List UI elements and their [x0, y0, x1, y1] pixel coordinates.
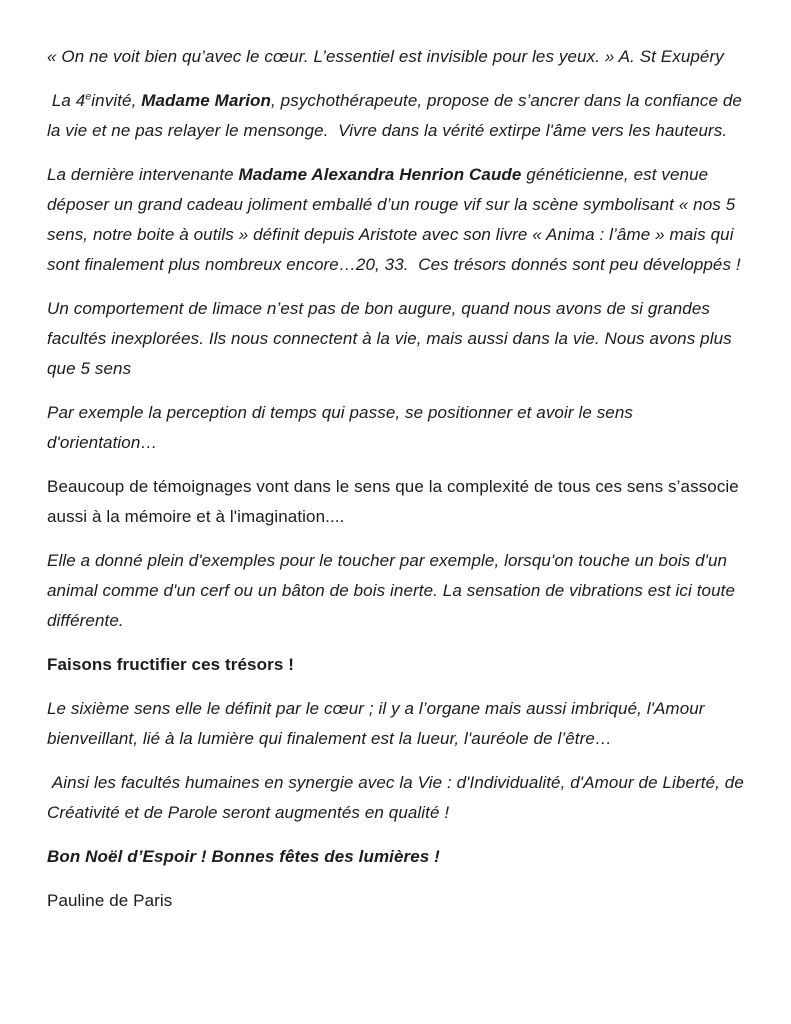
bold-text-run: Madame Alexandra Henrion Caude [238, 165, 522, 184]
text-run: « On ne voit bien qu’avec le cœur. L’essentiel est invisible pour les yeux. » A. St Exupéry [47, 47, 724, 66]
text-run: Par exemple la perception di temps qui passe, se positionner et avoir le sens d'orientation… [47, 403, 638, 452]
text-run: généticienne, est venue déposer un grand cadeau joliment emballé d’un rouge vif sur la scène symbolisant « nos 5 sens, notre boite à outils » définit depuis Aristote avec son livre « Anima : l’âme » mais qui sont finalement plus nombreux encore…20, 33. Ces trésors donnés sont peu développés ! [47, 165, 741, 274]
text-run: e [85, 90, 92, 103]
document-body [47, 42, 749, 916]
text-run: La 4 [47, 91, 86, 110]
paragraph [47, 42, 745, 72]
text-run: Un comportement de limace n’est pas de bon augure, quand nous avons de si grandes facultés inexplorées. Ils nous connectent à la vie, mais aussi dans la vie. Nous avons plus que 5 sens [47, 299, 737, 378]
text-run: Pauline de Paris [47, 891, 173, 910]
text-run: invité, [91, 91, 142, 110]
text-run: Beaucoup de témoignages vont dans le sens que la complexité de tous ces sens s’associe aussi à la mémoire et à l'imagination.... [47, 477, 744, 526]
text-run: Elle a donné plein d'exemples pour le toucher par exemple, lorsqu'on touche un bois d'un animal comme d'un cerf ou un bâton de bois inerte. La sensation de vibrations est ici toute différente. [47, 551, 740, 630]
paragraph [47, 650, 745, 680]
bold-text-run: Madame Marion [141, 91, 272, 110]
paragraph [47, 160, 745, 280]
paragraph [47, 398, 745, 458]
paragraph [47, 472, 745, 532]
paragraph [47, 546, 745, 636]
paragraph [47, 768, 749, 828]
text-run: Bon Noël d’Espoir ! Bonnes fêtes des lumières ! [47, 847, 440, 866]
text-run: Le sixième sens elle le définit par le cœur ; il y a l’organe mais aussi imbriqué, l'Amour bienveillant, lié à la lumière qui finalement est la lueur, l'auréole de l’être… [47, 699, 710, 748]
text-run: Ainsi les facultés humaines en synergie avec la Vie : d'Individualité, d'Amour de Liberté, de Créativité et de Parole seront augmentés en qualité ! [47, 773, 749, 822]
paragraph [47, 294, 745, 384]
text-run: La dernière intervenante [47, 165, 239, 184]
text-run: , psychothérapeute, propose de s’ancrer dans la confiance de la vie et ne pas relayer le mensonge. Vivre dans la vérité extirpe l'âme vers les hauteurs. [47, 91, 747, 140]
text-run: Faisons fructifier ces trésors ! [47, 655, 294, 674]
paragraph [47, 842, 745, 872]
paragraph [47, 694, 745, 754]
paragraph [47, 886, 745, 916]
paragraph [47, 86, 745, 146]
